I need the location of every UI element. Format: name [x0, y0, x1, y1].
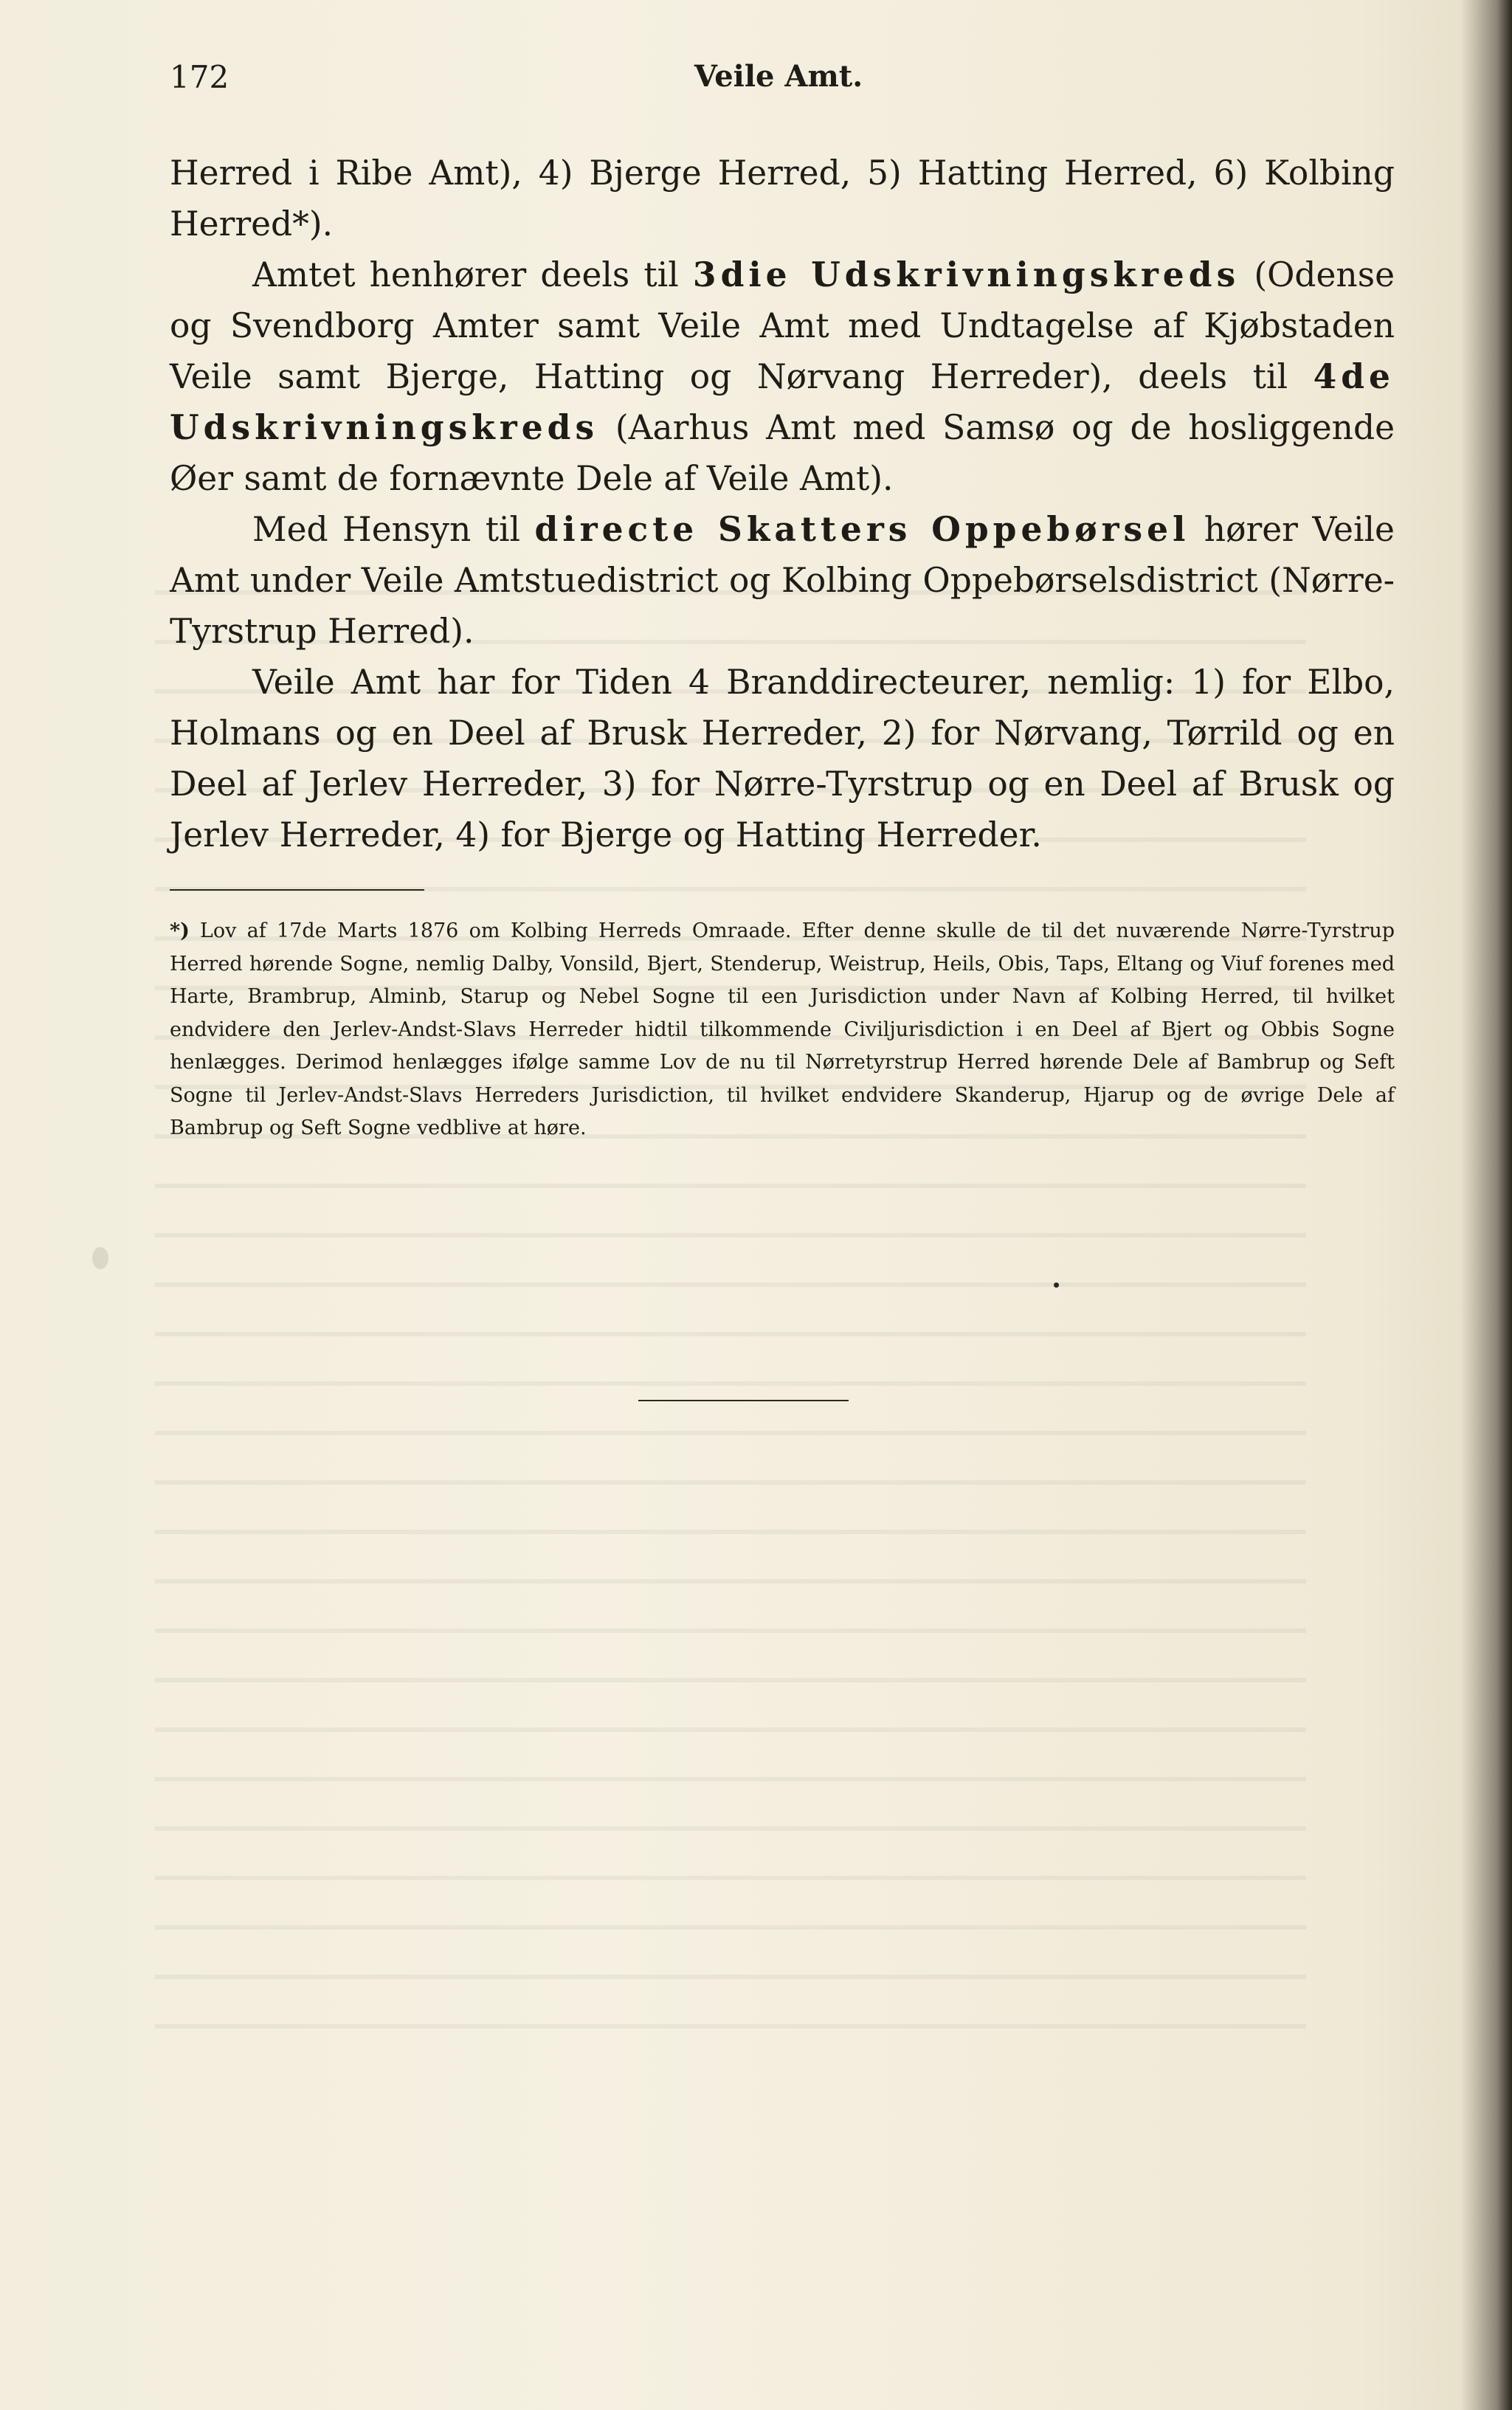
paragraph-2: [170, 249, 1395, 504]
footnote-text: Lov af 17de Marts 1876 om Kolbing Herreds Omraade. Efter denne skulle de til det nuværende Nørre-Tyrstrup Herred hørende Sogne, nemlig Dalby, Vonsild, Bjert, Stenderup, Weistrup, Heils, Obis, Taps, Eltang og Viuf forenes med Harte, Brambrup, Alminb, Starup og Nebel Sogne til een Jurisdiction under Navn af Kolbing Herred, til hvilket endvidere den Jerlev-Andst-Slavs Herreder hidtil tilkommende Civiljurisdiction i en Deel af Bjert og Obbis Sogne henlægges. Derimod henlægges ifølge samme Lov de nu til Nørretyrstrup Herred hørende Dele af Bambrup og Seft Sogne til Jerlev-Andst-Slavs Herreders Jurisdiction, til hvilket endvidere Skanderup, Hjarup og de øvrige Dele af Bambrup og Seft Sogne vedblive at høre.: [170, 919, 1395, 1139]
paragraph-2-text-c: (Odense og Svendborg Amter samt Veile Amt med Undtagelse af Kjøbstaden Veile samt Bjerge, Hatting og Nørvang Herreder), deels til: [170, 255, 1395, 396]
paragraph-3-text-a: Med Hensyn til: [252, 510, 535, 549]
footnote-mark: *): [170, 919, 190, 942]
paragraph-2-text-e: (Aarhus Amt med Samsø og de hosliggende Øer samt de fornævnte Dele af Veile Amt).: [170, 408, 1395, 498]
paper-speck: [92, 1247, 108, 1269]
page-header: [170, 59, 1387, 103]
main-text: [170, 148, 1395, 860]
end-rule: [638, 1400, 849, 1401]
paragraph-3: [170, 504, 1395, 657]
footnote: [170, 915, 1395, 1145]
page-number: 172: [170, 59, 229, 95]
paragraph-2-emphasis-b: 4de Udskrivningskreds: [170, 356, 1395, 447]
paragraph-1: Herred i Ribe Amt), 4) Bjerge Herred, 5) Hatting Herred, 6) Kolbing Herred*).: [170, 153, 1395, 244]
page-edge-shadow: [1460, 0, 1512, 2410]
paragraph-2-emphasis-a: 3die Udskrivningskreds: [692, 255, 1240, 294]
paragraph-4: Veile Amt har for Tiden 4 Branddirecteurer, nemlig: 1) for Elbo, Holmans og en Deel af Brusk Herreder, 2) for Nørvang, Tørrild og en Deel af Jerlev Herreder, 3) for Nørre-Tyrstrup og en Deel af Brusk og Jerlev Herreder, 4) for Bjerge og Hatting Herreder.: [170, 663, 1395, 854]
paper-speck: [1054, 1282, 1059, 1288]
footnote-separator: [170, 889, 424, 891]
paragraph-3-text-c: hører Veile Amt under Veile Amtstuedistrict og Kolbing Oppebørselsdistrict (Nørre-Tyrstrup Herred).: [170, 510, 1395, 651]
paragraph-2-text-a: Amtet henhører deels til: [252, 255, 693, 294]
running-title: Veile Amt.: [694, 59, 863, 94]
paragraph-3-emphasis: directe Skatters Oppebørsel: [534, 509, 1190, 549]
